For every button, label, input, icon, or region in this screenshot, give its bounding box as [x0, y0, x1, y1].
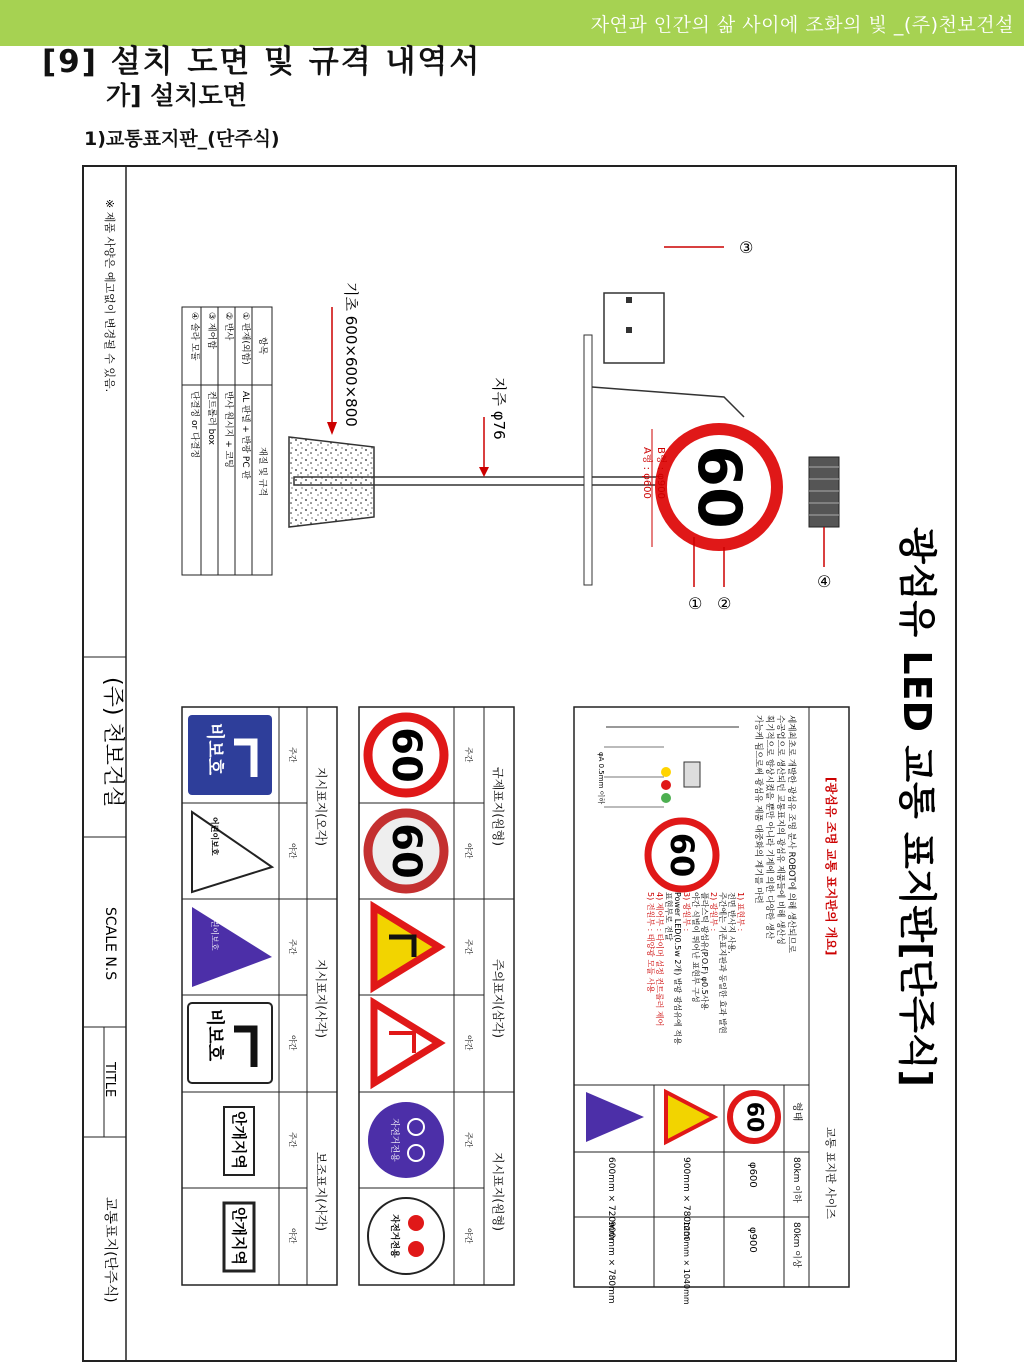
- size-header: 80km 이하: [791, 1157, 801, 1203]
- size-table-title: 교통 표지판 사이즈: [824, 1127, 837, 1220]
- bicycle-icon: [408, 1215, 424, 1231]
- overview-line: 세계최초로 개발한 광섬유 조명 분사 ROBOT에 의해 생산되므로: [786, 715, 796, 953]
- overview-line: 획기적으로 향상시켰을 뿐만 아니라 기계에 의한 다양한 생산: [764, 715, 774, 940]
- category-label: 주의표지(삼각): [491, 959, 505, 1038]
- category-label: 지시표지(오각): [314, 767, 328, 846]
- company-name: (주) 천보건설: [100, 677, 125, 808]
- night-label: 야간: [464, 843, 473, 859]
- child-sign-text: 어린이보호: [210, 912, 219, 951]
- banner-slogan: 자연과 인간의 삶 사이에 조화의 빛 _(주)천보건설: [590, 14, 1014, 36]
- scale-label: SCALE N.S: [102, 907, 118, 981]
- size-header: 80km 이상: [791, 1222, 801, 1268]
- fog-sign-night-text: 안개지역: [230, 1207, 248, 1265]
- main-title: 광섬유 LED 교통 표지판[단주식]: [895, 527, 939, 1087]
- size-cell: 600mm × 720mm: [606, 1157, 616, 1240]
- feature-line: 5) 전원부 : 태양광 모듈 사용: [646, 892, 655, 993]
- callout-2: ②: [717, 594, 732, 613]
- feature-line: Power LED(0.5w 2개) 발광 광섬유에 적용: [673, 892, 682, 1045]
- feature-line: 3) 광원부 :: [682, 892, 691, 932]
- size-sign-value: 60: [741, 1101, 767, 1133]
- parts-header-1: 항목: [257, 337, 267, 355]
- bicycle-sign-text: 자전거전용: [389, 1118, 399, 1162]
- feature-line: 전면 반사지 사용,: [727, 892, 736, 954]
- day-label: 주간: [288, 1132, 297, 1148]
- feature-line: 4) 제어부 : 타이머 설정 컨트롤러 제어: [655, 892, 664, 1027]
- cross-arm: [584, 335, 592, 585]
- size-cell: 900mm × 780mm: [681, 1157, 691, 1240]
- day-label: 주간: [464, 747, 473, 763]
- feature-line: 2) 광원부 :: [709, 892, 718, 932]
- bihoho-text: 비보호: [204, 723, 225, 776]
- day-label: 주간: [288, 939, 297, 955]
- callout-3: ③: [739, 238, 754, 257]
- day-label: 주간: [464, 939, 473, 955]
- overview-title: [광섬유 조명 교통 표지판의 개요]: [824, 777, 838, 956]
- bicycle-sign-night-text: 자전거전용: [389, 1214, 399, 1258]
- callout-1: ①: [688, 594, 703, 613]
- night-label: 야간: [288, 1228, 297, 1244]
- pole-label: 지주 φ76: [490, 377, 508, 440]
- parts-row-1-item: ① 판재(외함): [240, 312, 250, 365]
- parts-row-3-spec: 컨트롤러 box: [206, 391, 216, 445]
- feature-line: 야간 식별이 뛰어난 표현부 구성: [691, 892, 700, 1003]
- callout-4: ④: [817, 572, 832, 591]
- day-label: 주간: [464, 1132, 473, 1148]
- parts-header-2: 재질 및 규격: [257, 447, 267, 497]
- bihoho-night-text: 비보호: [204, 1009, 225, 1062]
- controller-box: [604, 293, 664, 363]
- sign-table-regulatory: [359, 707, 514, 1285]
- feature-line: 플라스틱 광섬유(P.O.F) φ0.5사용: [700, 892, 709, 1011]
- title-block: [84, 167, 126, 1360]
- main-sign-value: 60: [684, 445, 754, 529]
- night-label: 야간: [464, 1035, 473, 1051]
- drawing-canvas: [84, 167, 955, 1360]
- speed-sign-night-value: 60: [383, 823, 429, 879]
- category-label: 보조표지(사각): [314, 1152, 328, 1231]
- foundation: [289, 437, 374, 527]
- drawing-sheet: [82, 165, 957, 1362]
- bicycle-sign-night: [368, 1198, 444, 1274]
- title-label: TITLE: [102, 1062, 117, 1098]
- parts-row-2-item: ② 반사: [223, 312, 233, 341]
- category-label: 지시표지(사각): [314, 959, 328, 1038]
- pole-assembly: [289, 238, 839, 613]
- overview-box: [574, 707, 849, 1305]
- bihoho-sign-day: [188, 715, 272, 795]
- size-cell: 900mm × 780mm: [606, 1221, 616, 1304]
- sign-table-instruction: [182, 707, 337, 1285]
- parts-table: [182, 307, 272, 575]
- speed-sign-day-value: 60: [383, 727, 429, 783]
- child-sign-text: 어린이보호: [210, 817, 219, 856]
- parts-row-4-item: ④ 솔라 모듈: [189, 312, 199, 361]
- dim-b: B형 : φ900: [655, 447, 666, 499]
- overview-line: 가능케 됨으로써 광섬유 제품 대중화의 계기를 마련: [753, 715, 763, 904]
- feature-line: 표현부로 전달: [664, 892, 673, 941]
- parts-row-1-spec: AL 판넬 + 반광 PC 판: [240, 391, 250, 480]
- drawing-name: 교통표지(단주식): [102, 1197, 118, 1303]
- fog-sign-text: 안개지역: [230, 1111, 248, 1169]
- size-cell: φ600: [747, 1162, 758, 1188]
- category-label: 지시표지(원형): [491, 1152, 505, 1231]
- overview-sign-value: 60: [663, 832, 701, 878]
- parts-row-3-item: ③ 제어함: [206, 312, 216, 350]
- parts-row-4-spec: 단결정 or 다결정: [189, 391, 199, 459]
- section-title: 1)교통표지판_(단주식): [84, 128, 280, 150]
- parts-row-2-spec: 반사 원시지 + 코팅: [223, 391, 233, 468]
- night-label: 야간: [464, 1228, 473, 1244]
- category-label: 규제표지(원형): [491, 767, 505, 846]
- page-title: [9] 설치 도면 및 규격 내역서: [42, 44, 482, 80]
- bihoho-sign-night: [188, 1003, 272, 1083]
- size-cell: 1200mm × 1040mm: [682, 1221, 691, 1305]
- foundation-label: 기초 600×600×800: [342, 282, 360, 427]
- day-label: 주간: [288, 747, 297, 763]
- diagram-dim: φA 0.5mm 이하: [597, 752, 605, 805]
- feature-line: 주간에는 기존표지판과 동일한 효과 발현: [718, 892, 727, 1034]
- drawing-note: ※ 제품 사양은 예고없이 변경될 수 있음.: [103, 199, 116, 393]
- bicycle-sign-day: [368, 1102, 444, 1178]
- size-header: 형태: [791, 1102, 802, 1122]
- dim-a: A형 : φ600: [641, 447, 652, 499]
- page-subtitle: 가] 설치도면: [106, 81, 247, 110]
- night-label: 야간: [288, 1035, 297, 1051]
- night-label: 야간: [288, 843, 297, 859]
- feature-line: 1) 표현부 :: [736, 892, 745, 932]
- size-cell: φ900: [747, 1227, 758, 1253]
- overview-line: 수공업으로 생산되던 교통표지의 광섬유 제품들에 비해 생산성: [775, 715, 785, 945]
